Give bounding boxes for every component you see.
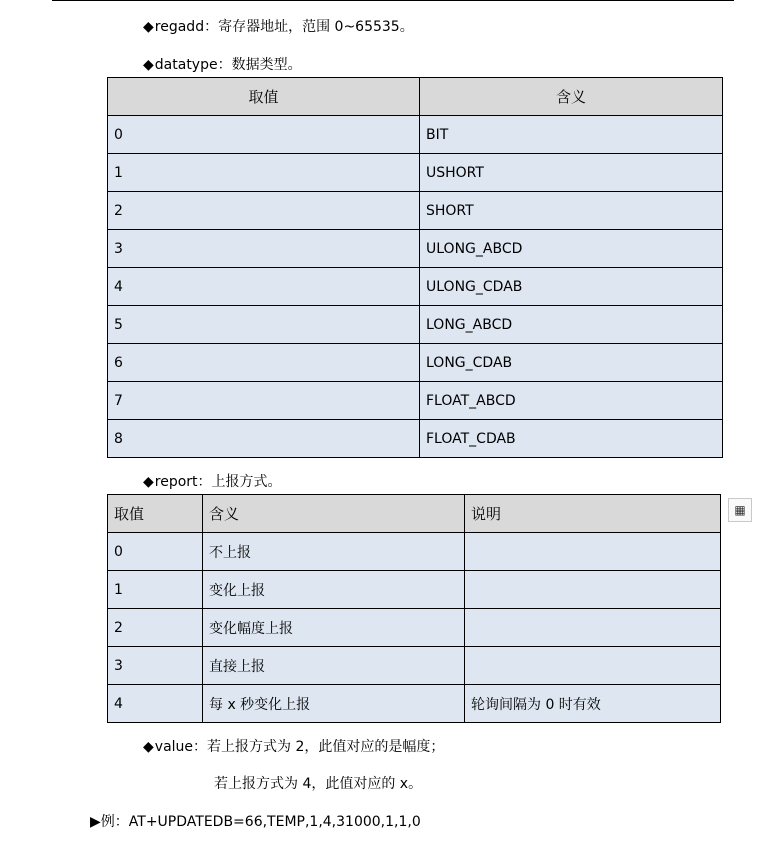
regadd-line: [143, 18, 414, 36]
cell-value: 5: [108, 306, 420, 344]
table-row: [108, 268, 723, 306]
cell-meaning: USHORT: [420, 154, 723, 192]
cell-value: 2: [108, 192, 420, 230]
value-desc: ：若上报方式为 2，此值对应的是幅度；: [193, 739, 445, 755]
cell-note: 轮询间隔为 0 时有效: [465, 685, 721, 723]
report-desc: ：上报方式。: [197, 474, 282, 490]
table-row: [108, 533, 721, 571]
cell-value: 3: [108, 647, 203, 685]
cell-value: 1: [108, 154, 420, 192]
datatype-table: [107, 77, 723, 458]
cell-meaning: FLOAT_CDAB: [420, 420, 723, 458]
example-line: [90, 813, 421, 831]
column-header-meaning: 含义: [420, 78, 723, 116]
column-header-meaning: 含义: [203, 495, 465, 533]
cell-meaning: FLOAT_ABCD: [420, 382, 723, 420]
cell-value: 4: [108, 685, 203, 723]
datatype-key: datatype: [154, 57, 218, 73]
table-row: [108, 230, 723, 268]
cell-value: 1: [108, 571, 203, 609]
cell-meaning: SHORT: [420, 192, 723, 230]
top-rule: [52, 0, 734, 1]
table-row: [108, 192, 723, 230]
cell-value: 3: [108, 230, 420, 268]
example-marker: ▶例：: [90, 814, 129, 830]
example-command: AT+UPDATEDB=66,TEMP,1,4,31000,1,1,0: [128, 814, 421, 830]
cell-value: 6: [108, 344, 420, 382]
table-row: [108, 154, 723, 192]
cell-value: 7: [108, 382, 420, 420]
regadd-desc: ：寄存器地址，范围 0~65535。: [204, 19, 414, 35]
cell-meaning: 不上报: [203, 533, 465, 571]
table-row: [108, 571, 721, 609]
cell-meaning: ULONG_ABCD: [420, 230, 723, 268]
diamond-bullet-icon: ◆: [143, 739, 154, 755]
cell-meaning: LONG_ABCD: [420, 306, 723, 344]
table-row: [108, 344, 723, 382]
table-header-row: [108, 78, 723, 116]
table-row: [108, 116, 723, 154]
column-header-value: 取值: [108, 78, 420, 116]
cell-note: [465, 571, 721, 609]
report-key: report: [154, 474, 198, 490]
cell-meaning: ULONG_CDAB: [420, 268, 723, 306]
cell-value: 8: [108, 420, 420, 458]
cell-meaning: 每 x 秒变化上报: [203, 685, 465, 723]
column-header-note: 说明: [465, 495, 721, 533]
table-properties-icon[interactable]: ▦: [728, 498, 752, 522]
cell-meaning: 直接上报: [203, 647, 465, 685]
cell-value: 4: [108, 268, 420, 306]
cell-value: 0: [108, 116, 420, 154]
cell-note: [465, 647, 721, 685]
report-line: [143, 473, 282, 491]
value-key: value: [154, 739, 194, 755]
cell-meaning: 变化上报: [203, 571, 465, 609]
table-row: [108, 420, 723, 458]
cell-value: 2: [108, 609, 203, 647]
diamond-bullet-icon: ◆: [143, 19, 154, 35]
table-row: [108, 382, 723, 420]
table-row: [108, 647, 721, 685]
value-line-2: 若上报方式为 4，此值对应的 x。: [214, 776, 423, 792]
regadd-key: regadd: [154, 19, 205, 35]
table-row: [108, 685, 721, 723]
table-row: [108, 609, 721, 647]
datatype-line: [143, 56, 302, 74]
cell-meaning: BIT: [420, 116, 723, 154]
cell-note: [465, 533, 721, 571]
datatype-desc: ：数据类型。: [217, 57, 302, 73]
cell-meaning: LONG_CDAB: [420, 344, 723, 382]
cell-meaning: 变化幅度上报: [203, 609, 465, 647]
report-table: [107, 494, 721, 723]
column-header-value: 取值: [108, 495, 203, 533]
table-header-row: [108, 495, 721, 533]
cell-value: 0: [108, 533, 203, 571]
table-row: [108, 306, 723, 344]
diamond-bullet-icon: ◆: [143, 57, 154, 73]
cell-note: [465, 609, 721, 647]
diamond-bullet-icon: ◆: [143, 474, 154, 490]
value-line: [143, 738, 444, 756]
